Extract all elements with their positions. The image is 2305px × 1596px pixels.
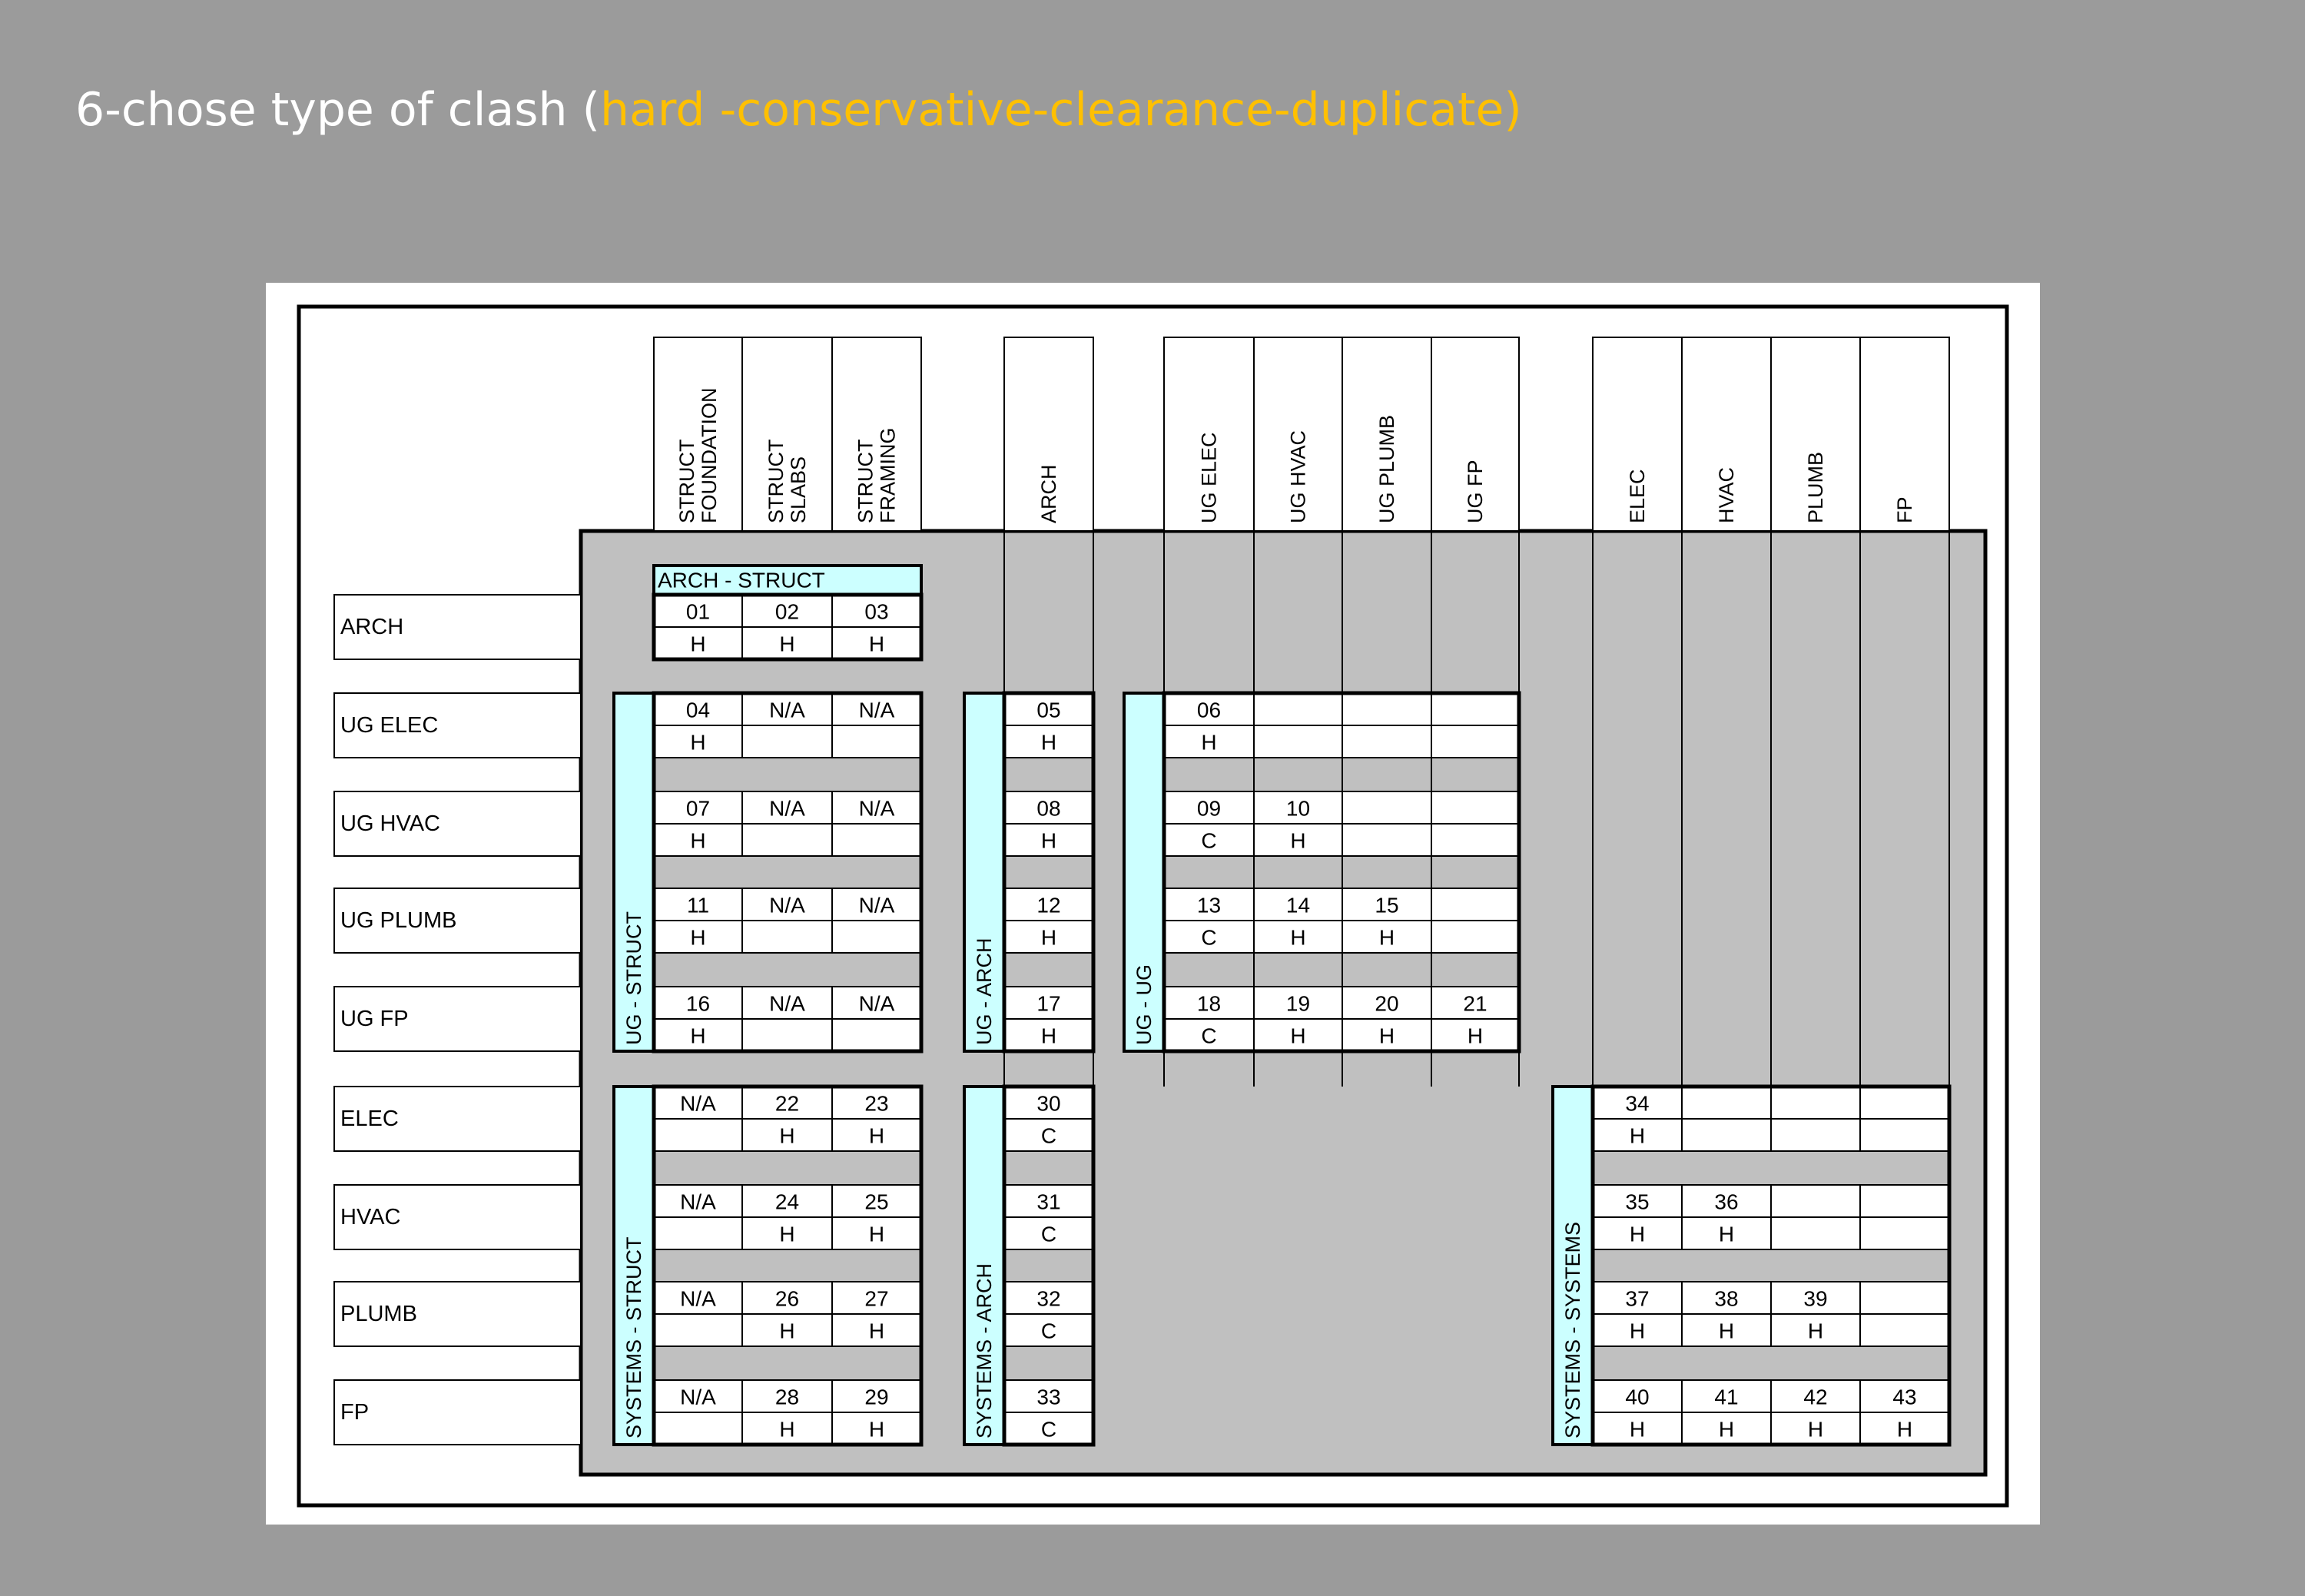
cell-number: 09 xyxy=(1196,796,1222,821)
row-header-label: ELEC xyxy=(340,1107,399,1131)
arch-struct-label: ARCH - STRUCT xyxy=(658,568,825,592)
cell-number: 02 xyxy=(774,599,800,624)
cell-top xyxy=(1860,1087,1949,1119)
cell-bottom xyxy=(832,1019,921,1051)
cell-clash-type: H xyxy=(690,925,706,950)
column-header-label: SLABS xyxy=(787,456,810,523)
cell-clash-type: H xyxy=(1629,1417,1646,1442)
column-header-label: FP xyxy=(1893,496,1916,523)
cell-clash-type: H xyxy=(779,1417,795,1442)
cell-clash-type: H xyxy=(1718,1319,1735,1343)
cell-number: N/A xyxy=(858,893,895,917)
cell-bottom xyxy=(1431,725,1519,758)
column-header-label: STRUCT xyxy=(854,439,877,523)
column-header-label: STRUCT xyxy=(764,439,788,523)
cell-clash-type: H xyxy=(1201,730,1217,755)
cell-bottom xyxy=(1431,921,1519,953)
column-header-label: UG ELEC xyxy=(1197,432,1221,523)
cell-bottom xyxy=(1771,1217,1860,1249)
cell-number: 36 xyxy=(1714,1190,1739,1214)
slide-title xyxy=(75,83,1522,137)
cell-number: 01 xyxy=(685,599,711,624)
cell-number: 14 xyxy=(1285,893,1311,917)
systems-struct-label: SYSTEMS - STRUCT xyxy=(622,1236,645,1438)
row-header-label: UG PLUMB xyxy=(340,908,457,933)
cell-number: 19 xyxy=(1285,991,1311,1016)
cell-number: N/A xyxy=(769,796,805,821)
cell-bottom xyxy=(742,824,832,856)
cell-clash-type: C xyxy=(1040,1319,1057,1343)
cell-number: 24 xyxy=(774,1190,800,1214)
column-header-label: HVAC xyxy=(1715,466,1738,523)
cell-number: N/A xyxy=(858,991,895,1016)
column-header-label: ELEC xyxy=(1626,469,1649,523)
cell-clash-type: H xyxy=(1629,1319,1646,1343)
cell-number: 29 xyxy=(864,1385,889,1409)
cell-clash-type: H xyxy=(868,1417,885,1442)
cell-number: 26 xyxy=(774,1286,800,1311)
cell-bottom xyxy=(654,1217,742,1249)
cell-clash-type: H xyxy=(1290,925,1306,950)
cell-number: N/A xyxy=(680,1385,716,1409)
cell-top xyxy=(1342,791,1431,824)
systems-systems-label: SYSTEMS - SYSTEMS xyxy=(1561,1221,1584,1438)
cell-clash-type: H xyxy=(1629,1123,1646,1148)
cell-number: 34 xyxy=(1625,1091,1650,1116)
cell-bottom xyxy=(1860,1314,1949,1346)
column-header-label: UG PLUMB xyxy=(1375,414,1398,523)
cell-number: 32 xyxy=(1036,1286,1061,1311)
cell-number: 15 xyxy=(1375,893,1399,917)
title-highlight: hard -conservative-clearance-duplicate) xyxy=(600,83,1522,137)
row-header-label: UG FP xyxy=(340,1007,409,1031)
cell-number: 22 xyxy=(774,1091,800,1116)
cell-bottom xyxy=(742,725,832,758)
cell-clash-type: H xyxy=(868,632,885,656)
cell-clash-type: C xyxy=(1040,1222,1057,1246)
cell-clash-type: H xyxy=(1807,1417,1824,1442)
column-header-label: FOUNDATION xyxy=(698,387,721,523)
cell-clash-type: H xyxy=(868,1222,885,1246)
row-header-label: UG HVAC xyxy=(340,811,440,836)
cell-number: 06 xyxy=(1196,698,1222,722)
clash-matrix xyxy=(266,283,2040,1525)
cell-number: 03 xyxy=(864,599,889,624)
cell-bottom xyxy=(1431,824,1519,856)
cell-number: N/A xyxy=(769,893,805,917)
cell-clash-type: H xyxy=(779,632,795,656)
cell-number: 21 xyxy=(1463,991,1487,1016)
column-header-label: STRUCT xyxy=(675,439,698,523)
cell-number: 16 xyxy=(685,991,711,1016)
cell-bottom xyxy=(1682,1119,1771,1151)
ug-arch-label: UG - ARCH xyxy=(973,937,996,1045)
cell-number: 41 xyxy=(1714,1385,1739,1409)
cell-clash-type: H xyxy=(1807,1319,1824,1343)
cell-number: 18 xyxy=(1196,991,1222,1016)
cell-number: N/A xyxy=(680,1091,716,1116)
cell-number: N/A xyxy=(769,991,805,1016)
cell-clash-type: C xyxy=(1201,1024,1217,1048)
cell-top xyxy=(1860,1282,1949,1314)
cell-bottom xyxy=(1342,725,1431,758)
cell-top xyxy=(1431,693,1519,725)
cell-number: 10 xyxy=(1285,796,1311,821)
cell-bottom xyxy=(1771,1119,1860,1151)
cell-number: 07 xyxy=(685,796,711,821)
row-header-box xyxy=(334,1380,581,1445)
cell-number: 08 xyxy=(1036,796,1061,821)
cell-number: 33 xyxy=(1036,1385,1061,1409)
cell-number: N/A xyxy=(769,698,805,722)
cell-clash-type: H xyxy=(690,828,706,853)
cell-number: 30 xyxy=(1036,1091,1061,1116)
cell-clash-type: C xyxy=(1201,925,1217,950)
cell-clash-type: H xyxy=(1718,1417,1735,1442)
cell-number: 20 xyxy=(1375,991,1399,1016)
cell-bottom xyxy=(654,1412,742,1445)
cell-clash-type: H xyxy=(1040,925,1057,950)
cell-top xyxy=(1682,1087,1771,1119)
title-prefix: 6-chose type of clash ( xyxy=(75,83,600,137)
cell-bottom xyxy=(742,921,832,953)
cell-number: 39 xyxy=(1803,1286,1828,1311)
cell-top xyxy=(1254,693,1342,725)
cell-number: 31 xyxy=(1036,1190,1061,1214)
cell-number: 25 xyxy=(864,1190,889,1214)
cell-clash-type: H xyxy=(1040,1024,1057,1048)
cell-clash-type: H xyxy=(868,1319,885,1343)
cell-number: 37 xyxy=(1625,1286,1650,1311)
cell-clash-type: H xyxy=(779,1123,795,1148)
cell-clash-type: C xyxy=(1201,828,1217,853)
cell-number: 40 xyxy=(1625,1385,1650,1409)
cell-number: 13 xyxy=(1196,893,1222,917)
cell-top xyxy=(1431,888,1519,921)
row-header-label: ARCH xyxy=(340,615,404,639)
column-header-label: PLUMB xyxy=(1804,451,1827,523)
cell-clash-type: H xyxy=(690,1024,706,1048)
cell-number: 12 xyxy=(1036,893,1061,917)
cell-clash-type: H xyxy=(868,1123,885,1148)
cell-bottom xyxy=(832,725,921,758)
cell-clash-type: H xyxy=(1896,1417,1913,1442)
cell-clash-type: H xyxy=(779,1222,795,1246)
cell-number: 11 xyxy=(686,893,710,917)
cell-number: N/A xyxy=(680,1190,716,1214)
cell-bottom xyxy=(654,1314,742,1346)
row-header-label: PLUMB xyxy=(340,1302,417,1326)
cell-number: 35 xyxy=(1625,1190,1650,1214)
cell-clash-type: H xyxy=(1040,730,1057,755)
cell-number: 23 xyxy=(864,1091,889,1116)
cell-clash-type: H xyxy=(690,632,706,656)
cell-number: 04 xyxy=(685,698,711,722)
cell-number: N/A xyxy=(858,698,895,722)
cell-bottom xyxy=(1860,1119,1949,1151)
cell-clash-type: H xyxy=(779,1319,795,1343)
cell-clash-type: H xyxy=(1290,828,1306,853)
cell-top xyxy=(1860,1185,1949,1217)
cell-top xyxy=(1342,693,1431,725)
ug-struct-label: UG - STRUCT xyxy=(622,911,645,1045)
cell-clash-type: H xyxy=(1467,1024,1484,1048)
cell-number: 38 xyxy=(1714,1286,1739,1311)
cell-number: 17 xyxy=(1036,991,1061,1016)
cell-top xyxy=(1771,1087,1860,1119)
cell-number: 43 xyxy=(1892,1385,1917,1409)
cell-bottom xyxy=(654,1119,742,1151)
cell-bottom xyxy=(742,1019,832,1051)
cell-number: 42 xyxy=(1803,1385,1828,1409)
cell-clash-type: H xyxy=(1629,1222,1646,1246)
column-header-label: ARCH xyxy=(1037,464,1060,523)
cell-bottom xyxy=(1254,725,1342,758)
cell-top xyxy=(1431,791,1519,824)
cell-clash-type: H xyxy=(1040,828,1057,853)
cell-number: N/A xyxy=(858,796,895,821)
cell-number: 27 xyxy=(864,1286,889,1311)
cell-top xyxy=(1771,1185,1860,1217)
column-header-label: FRAMING xyxy=(876,427,900,523)
column-header-label: UG FP xyxy=(1464,460,1487,523)
column-header-label: UG HVAC xyxy=(1286,430,1310,523)
cell-clash-type: C xyxy=(1040,1417,1057,1442)
cell-clash-type: H xyxy=(1378,925,1395,950)
row-header-label: FP xyxy=(340,1400,370,1425)
cell-clash-type: H xyxy=(1378,1024,1395,1048)
cell-number: 28 xyxy=(774,1385,800,1409)
cell-clash-type: H xyxy=(690,730,706,755)
cell-number: N/A xyxy=(680,1286,716,1311)
cell-bottom xyxy=(1860,1217,1949,1249)
cell-bottom xyxy=(832,921,921,953)
systems-arch-label: SYSTEMS - ARCH xyxy=(973,1263,996,1438)
cell-number: 05 xyxy=(1036,698,1061,722)
clash-matrix-figure xyxy=(266,283,2040,1525)
ug-ug-label: UG - UG xyxy=(1133,964,1156,1045)
cell-clash-type: H xyxy=(1290,1024,1306,1048)
cell-bottom xyxy=(1342,824,1431,856)
row-header-label: HVAC xyxy=(340,1205,401,1229)
row-header-label: UG ELEC xyxy=(340,713,439,738)
cell-clash-type: H xyxy=(1718,1222,1735,1246)
cell-bottom xyxy=(832,824,921,856)
cell-clash-type: C xyxy=(1040,1123,1057,1148)
